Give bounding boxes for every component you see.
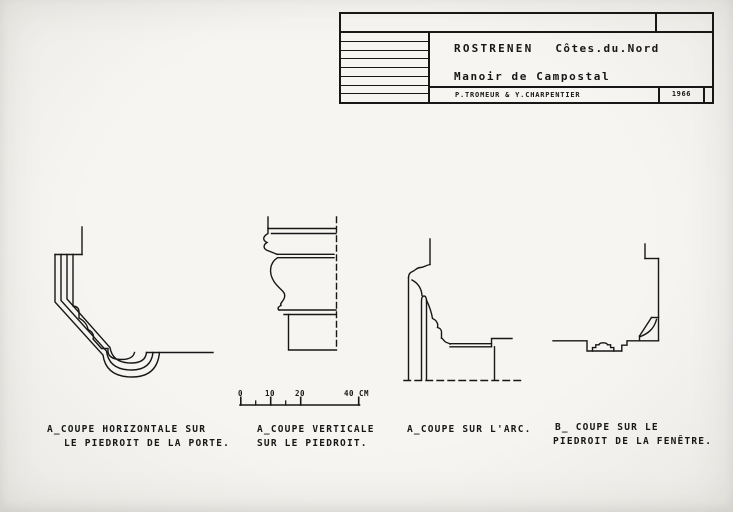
caption-horizontal-section-line2: LE PIEDROIT DE LA PORTE.	[64, 438, 231, 449]
caption-window-jamb-line1: B_ COUPE SUR LE	[555, 422, 659, 433]
drawing-arch-section	[404, 239, 521, 381]
scale-label-40cm: 40 CM	[344, 389, 370, 398]
caption-vertical-section-line2: SUR LE PIEDROIT.	[257, 438, 368, 449]
caption-vertical-section-line1: A_COUPE VERTICALE	[257, 424, 375, 435]
authors-label: P.TROMEUR & Y.CHARPENTIER	[455, 91, 581, 99]
year-label: 1966	[671, 90, 692, 98]
scale-label-0: 0	[238, 389, 244, 398]
drawing-door-jamb-horizontal-section	[55, 227, 213, 377]
scale-label-20: 20	[295, 389, 306, 398]
drawing-window-jamb-section	[553, 244, 659, 351]
drawing-jamb-vertical-section	[264, 217, 337, 350]
sheet-title: Manoir de Campostal	[454, 70, 611, 83]
caption-window-jamb-line2: PIEDROIT DE LA FENÊTRE.	[553, 436, 713, 447]
scale-bar	[240, 397, 360, 405]
caption-horizontal-section-line1: A_COUPE HORIZONTALE SUR	[47, 424, 207, 435]
department-label: Côtes.du.Nord	[555, 42, 660, 55]
location-label: ROSTRENEN	[454, 42, 534, 55]
scale-label-10: 10	[265, 389, 276, 398]
caption-arch-section: A_COUPE SUR L'ARC.	[407, 424, 532, 435]
